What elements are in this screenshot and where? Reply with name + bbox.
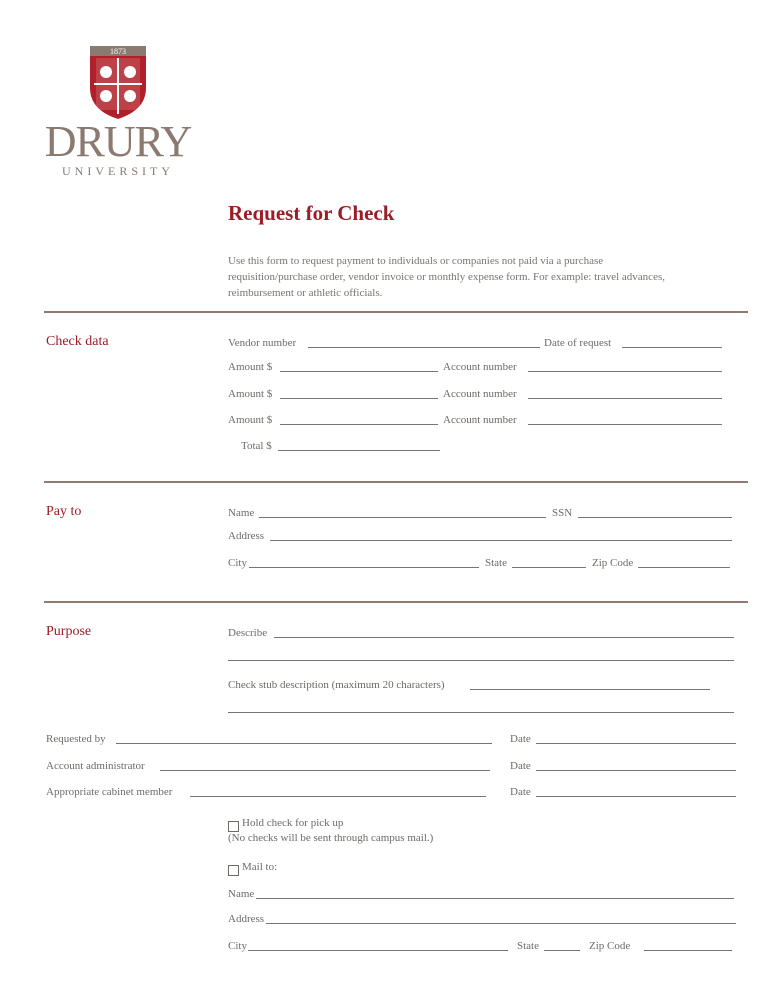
stub-description-field-continued[interactable] — [228, 712, 734, 713]
cabinet-member-field[interactable] — [190, 796, 486, 797]
account-admin-label: Account administrator — [46, 760, 145, 772]
mail-name-label: Name — [228, 888, 255, 900]
account-number-field[interactable] — [528, 398, 722, 399]
cabinet-member-date-label: Date — [510, 786, 531, 798]
mail-name-field[interactable] — [256, 898, 734, 899]
stub-description-label: Check stub description (maximum 20 characters) — [228, 679, 445, 691]
mail-to-checkbox[interactable] — [228, 863, 239, 881]
mail-city-label: City — [228, 940, 247, 952]
account-number-label: Account number — [443, 361, 517, 373]
date-of-request-field[interactable] — [622, 347, 722, 348]
mail-state-label: State — [517, 940, 539, 952]
cabinet-member-date-field[interactable] — [536, 796, 736, 797]
checkbox-icon — [228, 865, 239, 876]
hold-check-label: Hold check for pick up — [242, 817, 344, 829]
account-number-label: Account number — [443, 414, 517, 426]
payee-zip-field[interactable] — [638, 567, 730, 568]
requested-date-field[interactable] — [536, 743, 736, 744]
describe-label: Describe — [228, 627, 268, 639]
total-field[interactable] — [278, 450, 440, 451]
amount-field[interactable] — [280, 398, 438, 399]
requested-by-label: Requested by — [46, 733, 106, 745]
payee-name-field[interactable] — [259, 517, 546, 518]
logo-wordmark: DRURY — [44, 117, 192, 166]
requested-date-label: Date — [510, 733, 531, 745]
checkbox-icon — [228, 821, 239, 832]
section-heading-check-data: Check data — [46, 334, 109, 349]
account-admin-date-field[interactable] — [536, 770, 736, 771]
university-crest-logo — [88, 44, 148, 120]
payee-city-label: City — [228, 557, 247, 569]
requested-by-field[interactable] — [116, 743, 492, 744]
section-divider — [44, 481, 748, 483]
hold-check-note: (No checks will be sent through campus mail.) — [228, 832, 434, 844]
account-number-label: Account number — [443, 388, 517, 400]
mail-zip-field[interactable] — [644, 950, 732, 951]
payee-state-field[interactable] — [512, 567, 586, 568]
section-divider — [44, 311, 748, 313]
payee-address-label: Address — [228, 530, 265, 542]
amount-label: Amount $ — [228, 361, 273, 373]
amount-label: Amount $ — [228, 414, 273, 426]
mail-to-label: Mail to: — [242, 861, 278, 873]
account-number-field[interactable] — [528, 424, 722, 425]
stub-description-field[interactable] — [470, 689, 710, 690]
section-divider — [44, 601, 748, 603]
describe-field-continued[interactable] — [228, 660, 734, 661]
mail-zip-label: Zip Code — [589, 940, 631, 952]
account-number-field[interactable] — [528, 371, 722, 372]
payee-zip-label: Zip Code — [592, 557, 634, 569]
crest-year: 1873 — [110, 47, 126, 56]
ssn-label: SSN — [552, 507, 573, 519]
account-admin-field[interactable] — [160, 770, 490, 771]
section-heading-purpose: Purpose — [46, 624, 92, 639]
date-of-request-label: Date of request — [544, 337, 612, 349]
mail-city-field[interactable] — [248, 950, 508, 951]
payee-city-field[interactable] — [249, 567, 479, 568]
cabinet-member-label: Appropriate cabinet member — [46, 786, 173, 798]
logo-subtitle: UNIVERSITY — [62, 164, 174, 178]
payee-name-label: Name — [228, 507, 255, 519]
section-heading-pay-to: Pay to — [46, 504, 82, 519]
account-admin-date-label: Date — [510, 760, 531, 772]
mail-address-label: Address — [228, 913, 265, 925]
amount-field[interactable] — [280, 424, 438, 425]
describe-field[interactable] — [274, 637, 734, 638]
form-title: Request for Check — [228, 201, 395, 225]
ssn-field[interactable] — [578, 517, 732, 518]
vendor-number-field[interactable] — [308, 347, 540, 348]
payee-address-field[interactable] — [270, 540, 732, 541]
intro-text: Use this form to request payment to individuals or companies not paid via a purchase requisition/purchase order, vendor invoice or monthly expense form. For example: travel advances, reimbursement or athletic officials. — [228, 255, 665, 299]
amount-field[interactable] — [280, 371, 438, 372]
total-label: Total $ — [241, 440, 272, 452]
mail-state-field[interactable] — [544, 950, 580, 951]
payee-state-label: State — [485, 557, 507, 569]
amount-label: Amount $ — [228, 388, 273, 400]
vendor-number-label: Vendor number — [228, 337, 297, 349]
mail-address-field[interactable] — [266, 923, 736, 924]
